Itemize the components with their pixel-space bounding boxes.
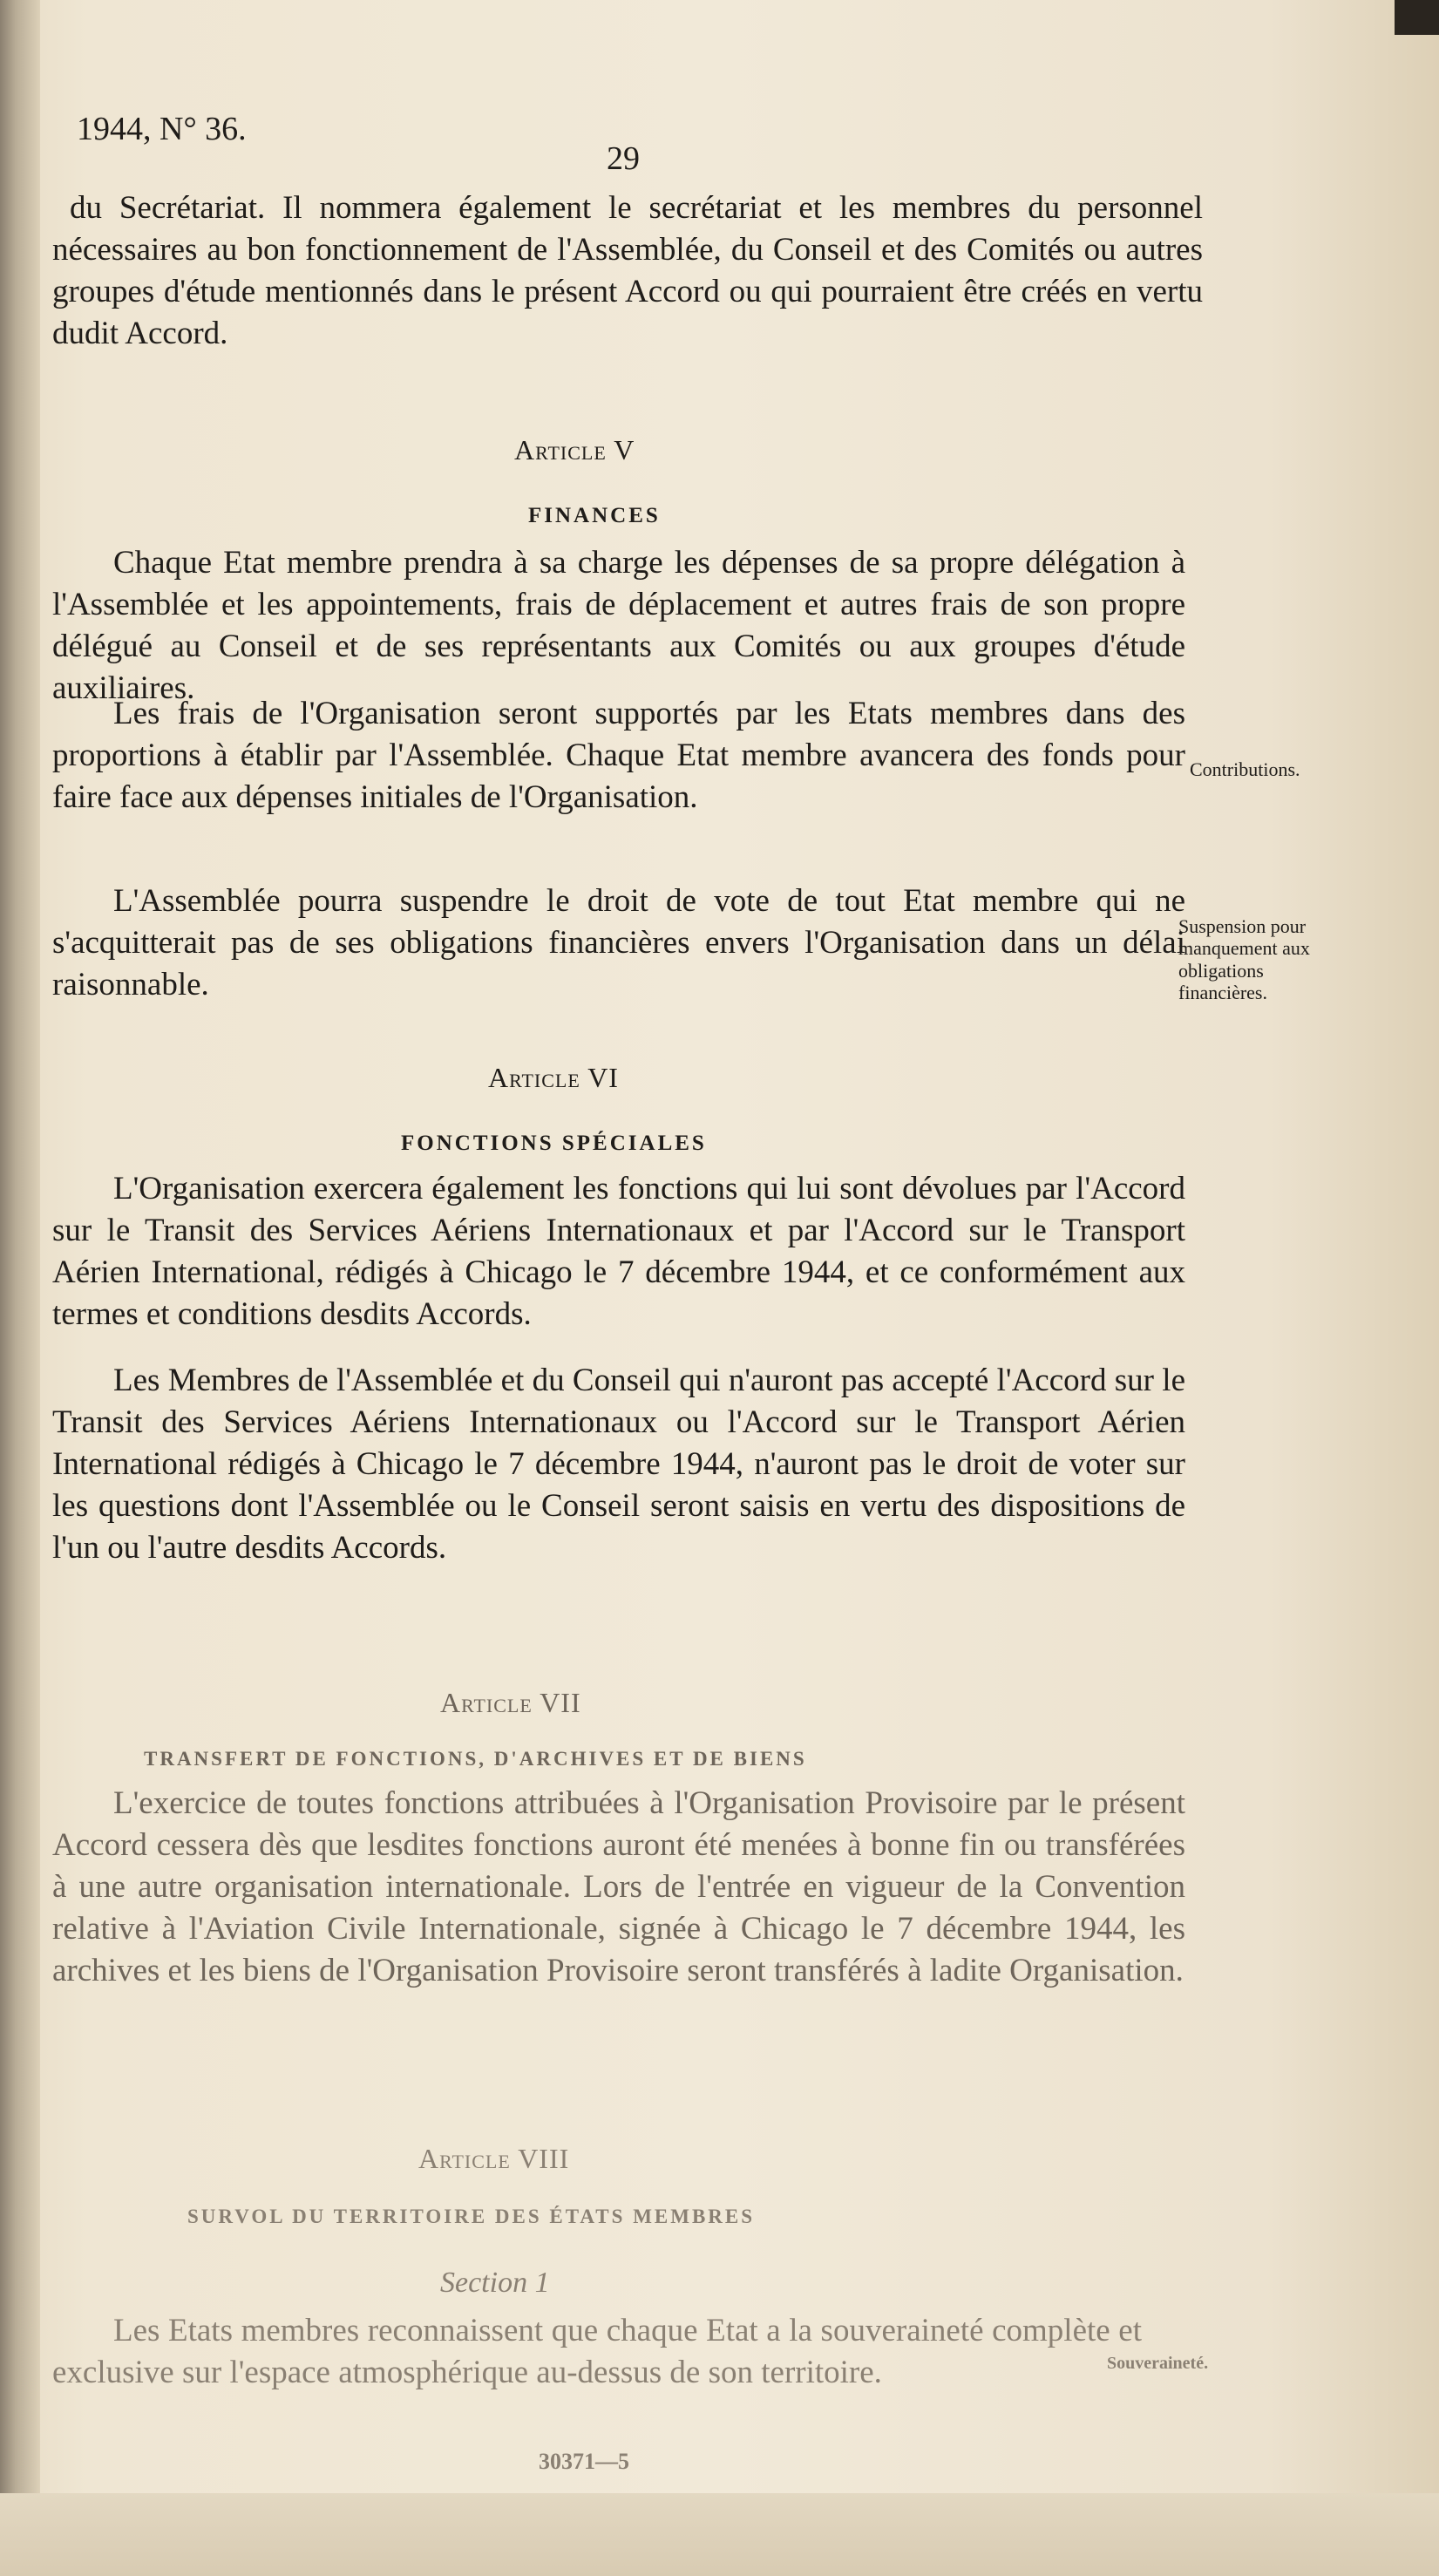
article-5-subheading: FINANCES	[528, 504, 661, 527]
book-spine-shadow	[0, 0, 40, 2576]
page-corner-shadow	[1395, 0, 1439, 35]
article-7-paragraph-1: L'exercice de toutes fonctions attribuées à l'Organisation Provisoire par le présent Accord cessera dès que lesdites fonctions auront été menées à bonne fin ou transférées à une autre organisation internationale. Lors de l'entrée en vigueur de la Convention relative à l'Aviation Civile Internationale, signée à Chicago le 7 décembre 1944, les archives et les biens de l'Organisation Provisoire seront transférés à ladite Organisation.	[52, 1785, 1185, 1988]
article-5-paragraph-1: Chaque Etat membre prendra à sa charge les dépenses de sa propre délégation à l'Assemblée et les appointements, frais de déplacement et autres frais de son propre délégué au Conseil et de ses représentants aux Comités ou aux groupes d'étude auxiliaires.	[52, 545, 1185, 706]
page-number: 29	[607, 140, 640, 177]
printer-code: 30371—5	[539, 2449, 629, 2474]
article-8-paragraph-1: Les Etats membres reconnaissent que chaque Etat a la souveraineté complète et exclusive sur l'espace atmosphérique au-dessus de son territoire.	[52, 2313, 1142, 2390]
article-6-subheading: FONCTIONS SPÉCIALES	[401, 1132, 707, 1155]
article-5-paragraph-2: Les frais de l'Organisation seront supportés par les Etats membres dans des proportions à établir par l'Assemblée. Chaque Etat membre avancera des fonds pour faire face aux dépenses initiales de l'Organisation.	[52, 696, 1185, 815]
article-5-heading: Article V	[514, 434, 635, 466]
article-7-heading: Article VII	[440, 1687, 581, 1718]
article-6-paragraph-1: L'Organisation exercera également les fonctions qui lui sont dévolues par l'Accord sur le Transit des Services Aériens Internationaux et par l'Accord sur le Transport Aérien International, rédigés à Chicago le 7 décembre 1944, et ce conformément aux termes et conditions desdits Accords.	[52, 1171, 1185, 1332]
article-8-heading: Article VIII	[418, 2143, 570, 2174]
intro-paragraph: du Secrétariat. Il nommera également le secrétariat et les membres du personnel nécessaires au bon fonctionnement de l'Assemblée, du Conseil et des Comités ou autres groupes d'étude mentionnés dans le présent Accord ou qui pourraient être créés en vertu dudit Accord.	[52, 190, 1203, 351]
margin-note-souverainete: Souveraineté.	[1107, 2354, 1209, 2373]
article-8-subheading: SURVOL DU TERRITOIRE DES ÉTATS MEMBRES	[187, 2206, 756, 2227]
margin-note-suspension: Suspension pour manquement aux obligations financières.	[1178, 915, 1310, 1003]
article-7-subheading: TRANSFERT DE FONCTIONS, D'ARCHIVES ET DE BIENS	[144, 1748, 807, 1770]
article-6-heading: Article VI	[488, 1062, 619, 1093]
article-6-paragraph-2: Les Membres de l'Assemblée et du Conseil qui n'auront pas accepté l'Accord sur le Transit des Services Aériens Internationaux ou l'Accord sur le Transport Aérien International rédigés à Chicago le 7 décembre 1944, n'auront pas le droit de voter sur les questions dont l'Assemblée ou le Conseil seront saisis en vertu des dispositions de l'un ou l'autre desdits Accords.	[52, 1363, 1185, 1566]
article-8-section-title: Section 1	[440, 2267, 550, 2299]
page-header-left: 1944, N° 36.	[77, 111, 247, 147]
page-bottom-edge	[0, 2493, 1439, 2576]
article-5-paragraph-3: L'Assemblée pourra suspendre le droit de vote de tout Etat membre qui ne s'acquitterait pas de ses obligations financières envers l'Organisation dans un délai raisonnable.	[52, 883, 1185, 1003]
margin-note-contributions: Contributions.	[1190, 758, 1300, 780]
